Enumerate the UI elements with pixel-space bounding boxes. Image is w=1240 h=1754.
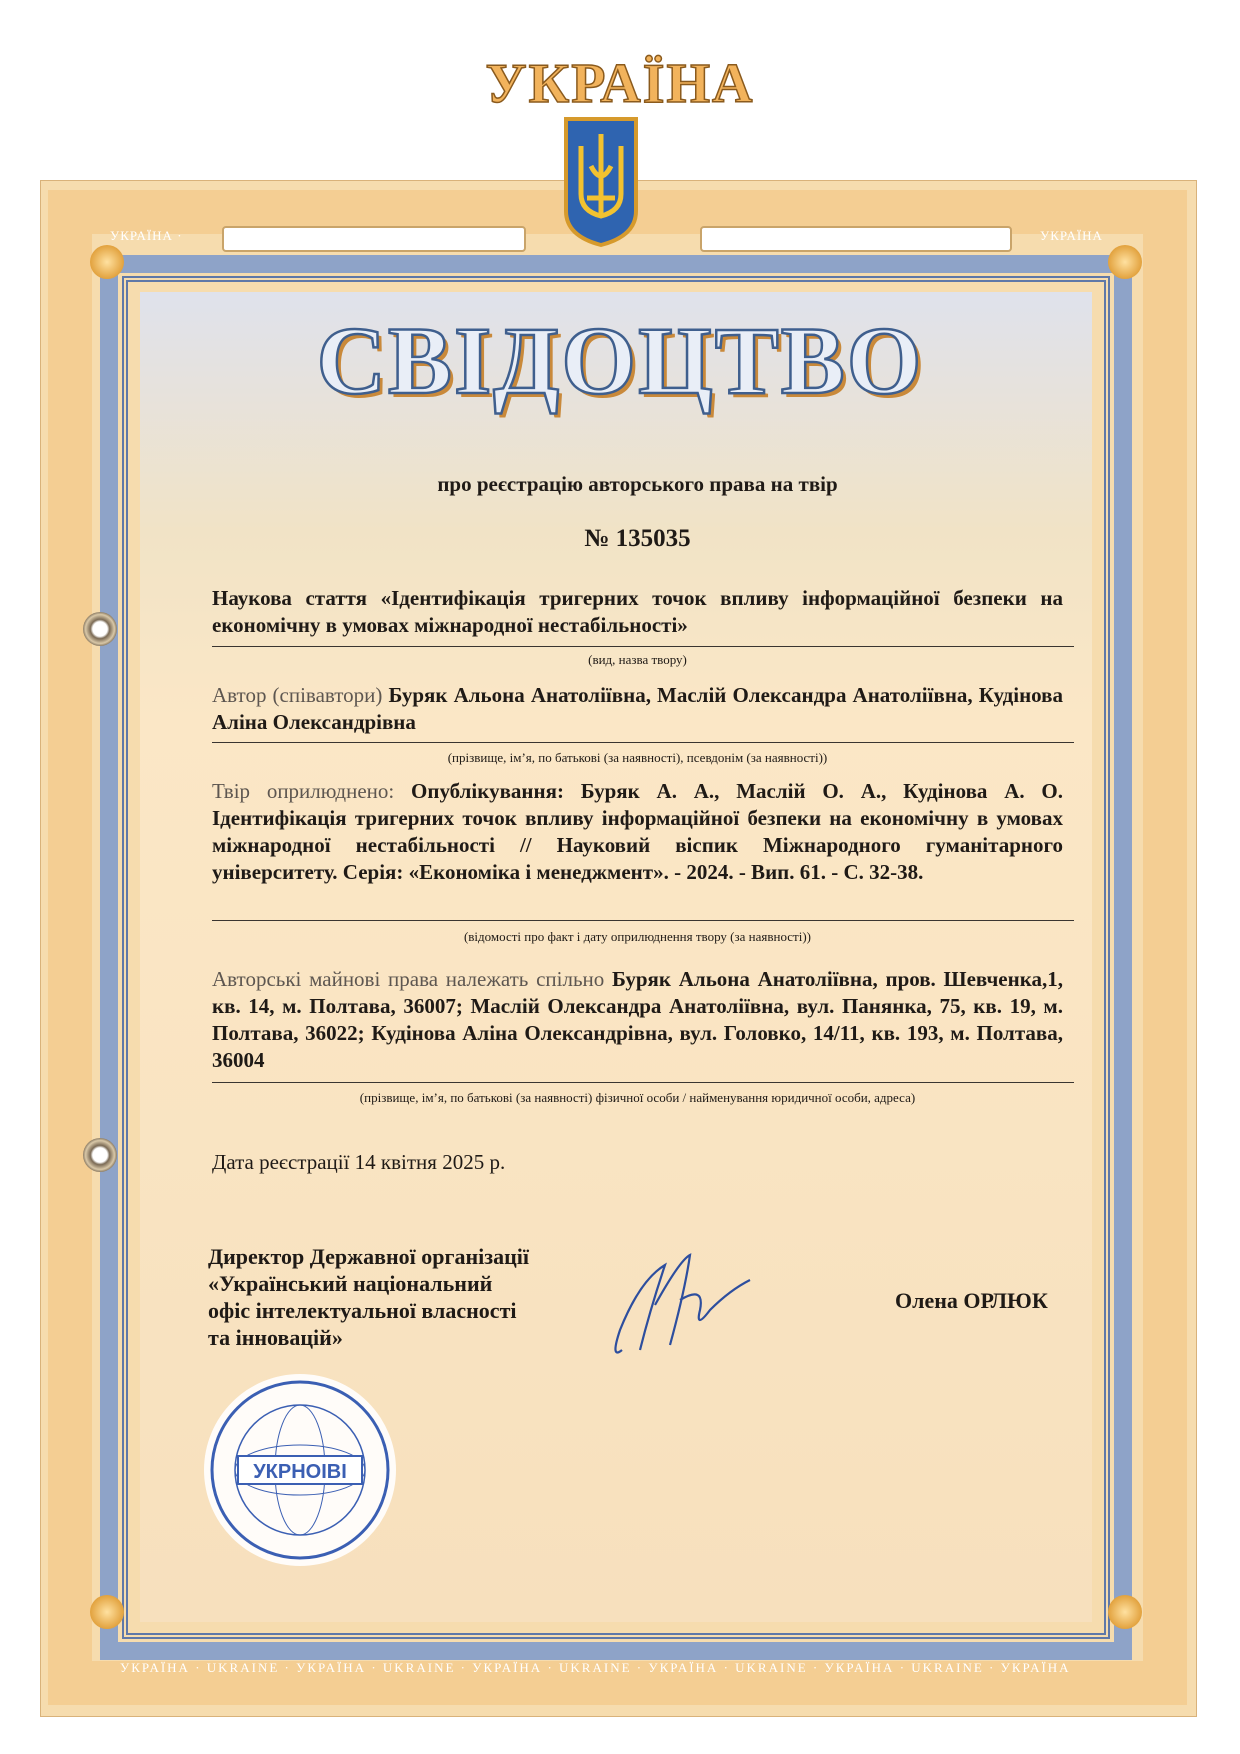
director-line: офіс інтелектуальної власності	[208, 1298, 517, 1323]
border-text-top-right: УКРАЇНА	[1040, 228, 1103, 243]
certificate-title: СВІДОЦТВО	[316, 307, 924, 414]
publication-caption: (відомості про факт і дату оприлюднення твору (за наявності))	[463, 929, 812, 944]
signer-name: Олена ОРЛЮК	[895, 1288, 1048, 1313]
authors-label: Автор (співавтори)	[212, 683, 383, 707]
binding-grommet	[83, 1138, 117, 1172]
authors-caption: (прізвище, ім’я, по батькові (за наявності), псевдонім (за наявності))	[447, 750, 828, 765]
rights-label: Авторські майнові права належать спільно	[212, 967, 605, 991]
divider	[212, 646, 1074, 647]
divider	[212, 1082, 1074, 1083]
director-line: Директор Державної організації	[208, 1244, 530, 1269]
border-text-bottom: УКРАЇНА · UKRAINE · УКРАЇНА · UKRAINE · УКРАЇНА · UKRAINE · УКРАЇНА · UKRAINE · УКРАЇНА · UKRAINE · УКРАЇНА	[120, 1660, 1071, 1675]
divider	[212, 742, 1074, 743]
border-text-top-left: УКРАЇНА ·	[110, 228, 183, 243]
corner-ornament	[1108, 245, 1142, 279]
work-title: Наукова стаття «Ідентифікація тригерних точок впливу інформаційної безпеки на економічну в умовах міжнародної нестабільності»	[212, 586, 1063, 637]
corner-ornament	[90, 1595, 124, 1629]
corner-ornament	[90, 245, 124, 279]
publication-field	[212, 778, 1063, 886]
authors-field	[212, 682, 1063, 736]
authors-value: Буряк Альона Анатоліївна, Маслій Олександра Анатоліївна, Кудінова Аліна Олександрівна	[212, 683, 1064, 734]
director-line: та інновацій»	[208, 1325, 343, 1350]
publication-value: Опублікування: Буряк А. А., Маслій О. А., Кудінова А. О. Ідентифікація тригерних точок впливу інформаційної безпеки на економічну в умовах міжнародної нестабільності // Науковий віспик Міжнародного гуманітарного університету. Серія: «Економіка і менеджмент». - 2024. - Вип. 61. - С. 32-38.	[212, 779, 1063, 884]
publication-label: Твір оприлюднено:	[212, 779, 395, 803]
stamp-text: УКРНОІВІ	[253, 1461, 347, 1483]
rights-caption: (прізвище, ім’я, по батькові (за наявності) фізичної особи / найменування юридичної особи, адреса)	[359, 1090, 916, 1105]
corner-ornament	[1108, 1595, 1142, 1629]
registration-date: Дата реєстрації 14 квітня 2025 р.	[212, 1150, 506, 1174]
top-left-banner	[222, 226, 526, 252]
top-right-banner	[700, 226, 1012, 252]
country-heading: УКРАЇНА	[485, 53, 755, 115]
rights-value: Буряк Альона Анатоліївна, пров. Шевченка,1, кв. 14, м. Полтава, 36007; Маслій Олександра Анатоліївна, вул. Панянка, 75, кв. 19, м. Полтава, 36022; Кудінова Аліна Олександрівна, вул. Головко, 14/11, кв. 193, м. Полтава, 36004	[212, 967, 1064, 1072]
director-line: «Український національний	[208, 1271, 493, 1296]
certificate-number: № 135035	[584, 525, 691, 552]
trident-coat-of-arms-icon	[563, 116, 639, 248]
divider	[212, 920, 1074, 921]
rights-field	[212, 966, 1063, 1074]
signature	[610, 1250, 770, 1365]
director-title	[208, 1243, 588, 1351]
work-caption: (вид, назва твору)	[588, 652, 687, 667]
official-stamp	[200, 1370, 400, 1570]
binding-grommet	[83, 612, 117, 646]
certificate-subtitle: про реєстрацію авторського права на твір	[437, 472, 838, 496]
